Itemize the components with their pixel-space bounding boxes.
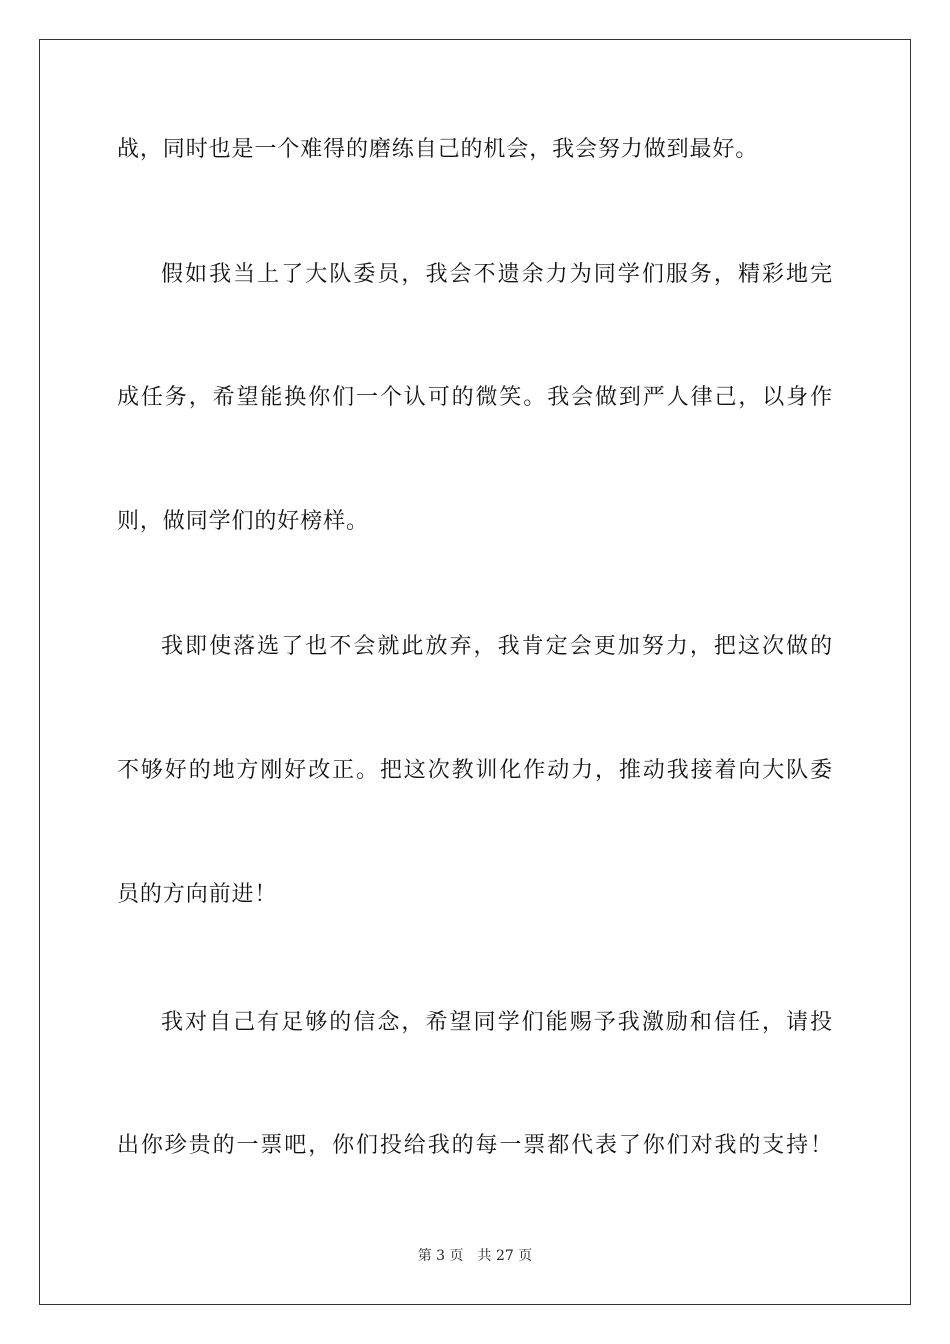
page-footer bbox=[0, 1246, 950, 1266]
page-number: 第 3 页 bbox=[417, 1248, 464, 1264]
paragraph-line-9: 出你珍贵的一票吧，你们投给我的每一票都代表了你们对我的支持！ bbox=[117, 1133, 833, 1158]
paragraph-line-3: 成任务，希望能换你们一个认可的微笑。我会做到严人律己，以身作 bbox=[117, 385, 833, 410]
paragraph-line-1: 战，同时也是一个难得的磨练自己的机会，我会努力做到最好。 bbox=[117, 137, 759, 162]
paragraph-line-2: 假如我当上了大队委员，我会不遗余力为同学们服务，精彩地完 bbox=[161, 262, 833, 287]
page-total: 共 27 页 bbox=[477, 1248, 533, 1264]
paragraph-line-4: 则，做同学们的好榜样。 bbox=[117, 509, 369, 534]
paragraph-line-6: 不够好的地方刚好改正。把这次教训化作动力，推动我接着向大队委 bbox=[117, 758, 833, 783]
paragraph-line-8: 我对自己有足够的信念，希望同学们能赐予我激励和信任，请投 bbox=[161, 1010, 833, 1035]
paragraph-line-7: 员的方向前进！ bbox=[117, 882, 278, 907]
paragraph-line-5: 我即使落选了也不会就此放弃，我肯定会更加努力，把这次做的 bbox=[161, 634, 833, 659]
page-border bbox=[39, 39, 911, 1305]
